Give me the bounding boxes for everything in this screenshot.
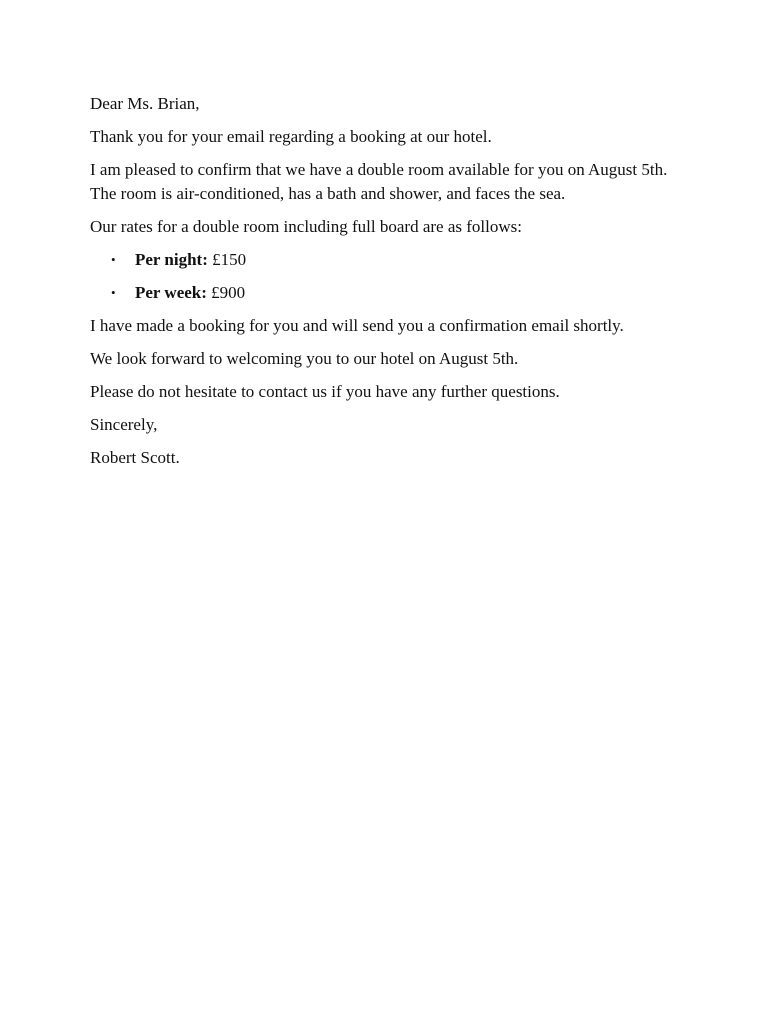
rate-item: [90, 281, 675, 305]
rate-item: [90, 248, 675, 272]
salutation: Dear Ms. Brian,: [90, 94, 200, 113]
bullet-icon: •: [111, 252, 116, 267]
rates-list: [90, 248, 675, 305]
bullet-icon: •: [111, 285, 116, 300]
rate-label: Per week:: [135, 283, 212, 302]
paragraph: We look forward to welcoming you to our hotel on August 5th.: [90, 349, 519, 368]
letter-body: [90, 92, 675, 479]
paragraph: Thank you for your email regarding a booking at our hotel.: [90, 127, 492, 146]
paragraph: I have made a booking for you and will send you a confirmation email shortly.: [90, 316, 624, 335]
rate-value: £150: [212, 250, 247, 269]
paragraph: Our rates for a double room including full board are as follows:: [90, 217, 522, 236]
paragraph: Please do not hesitate to contact us if you have any further questions.: [90, 382, 560, 401]
sign-off: Sincerely,: [90, 415, 158, 434]
rate-value: £900: [211, 283, 246, 302]
rate-label: Per night:: [135, 250, 213, 269]
paragraph: I am pleased to confirm that we have a double room available for you on August 5th. The room is air-conditioned, has a bath and shower, and faces the sea.: [90, 160, 668, 203]
signature: Robert Scott.: [90, 448, 180, 467]
